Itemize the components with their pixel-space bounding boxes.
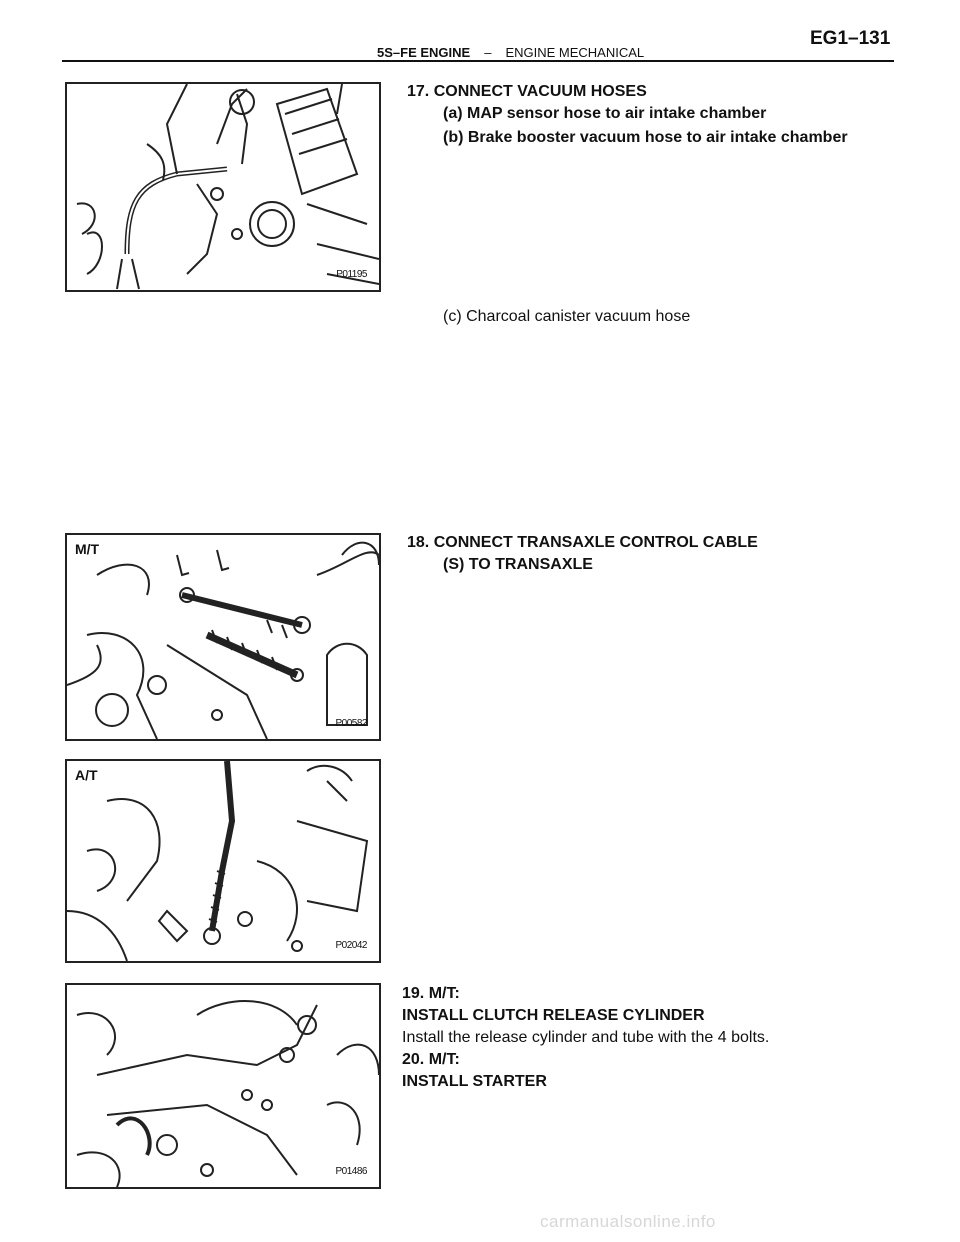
figure-mt-control-cable <box>65 533 381 741</box>
step-17-title: 17. CONNECT VACUUM HOSES <box>407 83 647 100</box>
header-section: 5S–FE ENGINE <box>377 45 471 60</box>
header-separator: – <box>484 45 492 60</box>
mt-control-cable-illustration <box>67 535 379 739</box>
header-chapter: ENGINE MECHANICAL <box>505 45 645 60</box>
step-19-title: INSTALL CLUTCH RELEASE CYLINDER <box>402 1007 705 1024</box>
figure-code: P01486 <box>335 1166 367 1177</box>
at-control-cable-illustration <box>67 761 379 961</box>
step-18-title: 18. CONNECT TRANSAXLE CONTROL CABLE <box>407 534 758 551</box>
step-19-number: 19. M/T: <box>402 985 460 1002</box>
figure-at-control-cable <box>65 759 381 963</box>
running-header <box>377 45 644 60</box>
step-19-text: Install the release cylinder and tube with the 4 bolts. <box>402 1029 770 1046</box>
figure-label-mt: M/T <box>75 541 100 557</box>
page-number: EG1–131 <box>810 28 891 49</box>
step-20-title: INSTALL STARTER <box>402 1073 547 1090</box>
step-20-number: 20. M/T: <box>402 1051 460 1068</box>
vacuum-hoses-illustration <box>67 84 379 290</box>
figure-label-at: A/T <box>75 767 98 783</box>
header-rule <box>62 60 894 62</box>
step-18-continued: (S) TO TRANSAXLE <box>443 556 593 573</box>
step-17-c: (c) Charcoal canister vacuum hose <box>443 308 691 325</box>
clutch-release-cylinder-illustration <box>67 985 379 1187</box>
step-17-b: (b) Brake booster vacuum hose to air intake chamber <box>443 129 848 146</box>
figure-code: P02042 <box>335 940 367 951</box>
figure-clutch-release-cylinder <box>65 983 381 1189</box>
figure-code: P01195 <box>336 269 367 280</box>
figure-vacuum-hoses <box>65 82 381 292</box>
step-17-a: (a) MAP sensor hose to air intake chamber <box>443 105 767 122</box>
figure-code: P00582 <box>335 718 367 729</box>
watermark: carmanualsonline.info <box>540 1212 716 1231</box>
